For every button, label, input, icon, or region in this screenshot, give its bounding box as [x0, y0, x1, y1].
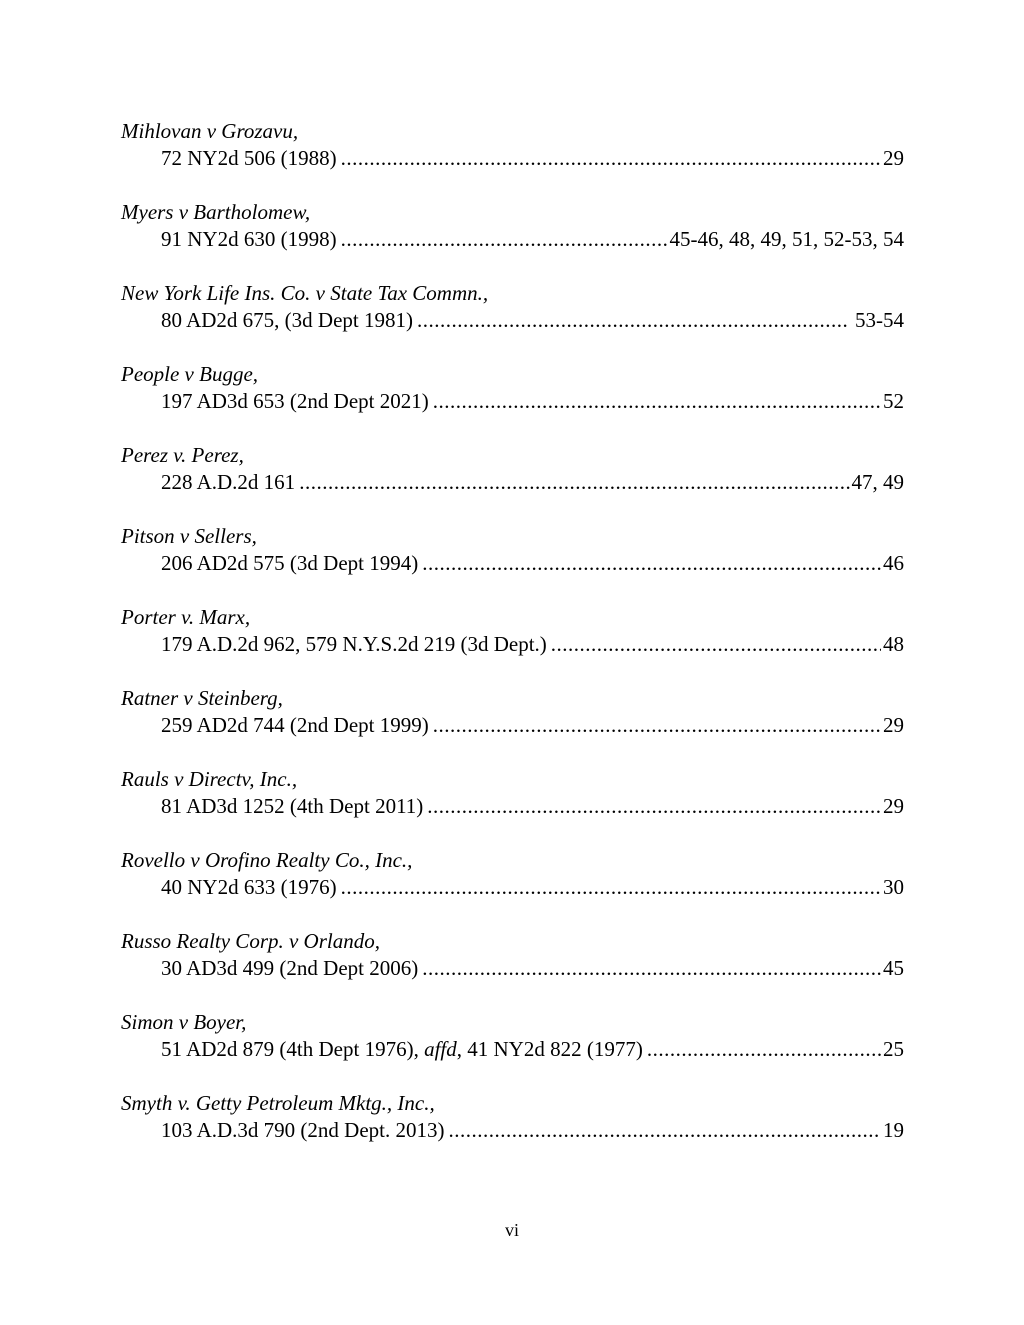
case-name: Myers v Bartholomew,	[121, 200, 311, 224]
authority-entry	[121, 523, 904, 604]
case-name: Rovello v Orofino Realty Co., Inc.,	[121, 848, 413, 872]
dot-leader	[647, 1036, 881, 1063]
citation-text: 81 AD3d 1252 (4th Dept 2011)	[161, 794, 424, 818]
authority-entry	[121, 118, 904, 199]
authority-entry	[121, 604, 904, 685]
page-references: 29	[883, 794, 904, 818]
citation-text-part: , 41 NY2d 822 (1977)	[456, 1037, 643, 1061]
dot-leader	[299, 469, 849, 496]
citation-text: 206 AD2d 575 (3d Dept 1994)	[161, 551, 419, 575]
page-references: 45	[883, 956, 904, 980]
dot-leader	[341, 145, 881, 172]
case-name: Pitson v Sellers,	[121, 524, 257, 548]
citation-text: 40 NY2d 633 (1976)	[161, 875, 337, 899]
citation-text: 103 A.D.3d 790 (2nd Dept. 2013)	[161, 1118, 445, 1142]
page-references: 53-54	[849, 308, 904, 332]
citation-text: 228 A.D.2d 161	[161, 470, 296, 494]
case-name: People v Bugge,	[121, 362, 259, 386]
citation-line	[121, 469, 904, 496]
case-name: Rauls v Directv, Inc.,	[121, 767, 298, 791]
authority-entry	[121, 1009, 904, 1090]
dot-leader	[422, 955, 881, 982]
citation-line	[121, 226, 904, 253]
citation-text	[161, 1036, 647, 1063]
case-name: New York Life Ins. Co. v State Tax Commn.,	[121, 281, 489, 305]
dot-leader	[433, 712, 881, 739]
case-name: Mihlovan v Grozavu,	[121, 119, 299, 143]
citation-text: 72 NY2d 506 (1988)	[161, 146, 337, 170]
page-references: 48	[883, 632, 904, 656]
case-name: Simon v Boyer,	[121, 1010, 247, 1034]
citation-text-part: 51 AD2d 879 (4th Dept 1976),	[161, 1037, 425, 1061]
citation-line	[121, 1117, 904, 1144]
authority-entry	[121, 280, 904, 361]
citation-line	[121, 1036, 904, 1063]
dot-leader	[448, 1117, 881, 1144]
page-references: 52	[883, 389, 904, 413]
citation-line	[121, 712, 904, 739]
citation-text: 91 NY2d 630 (1998)	[161, 227, 337, 251]
page-references: 47, 49	[851, 470, 904, 494]
authority-entry	[121, 685, 904, 766]
citation-line	[121, 955, 904, 982]
page-references: 25	[883, 1037, 904, 1061]
citation-text: 80 AD2d 675, (3d Dept 1981)	[161, 308, 413, 332]
citation-text: 179 A.D.2d 962, 579 N.Y.S.2d 219 (3d Dept.)	[161, 632, 547, 656]
page-number: vi	[504, 1220, 519, 1240]
citation-text: 30 AD3d 499 (2nd Dept 2006)	[161, 956, 419, 980]
case-name: Porter v. Marx,	[121, 605, 251, 629]
citation-line	[121, 874, 904, 901]
case-name: Smyth v. Getty Petroleum Mktg., Inc.,	[121, 1091, 435, 1115]
authority-entry	[121, 199, 904, 280]
page-references: 29	[883, 713, 904, 737]
page-references: 46	[883, 551, 904, 575]
citation-text: 259 AD2d 744 (2nd Dept 1999)	[161, 713, 429, 737]
page-references: 30	[883, 875, 904, 899]
dot-leader	[551, 631, 881, 658]
dot-leader	[422, 550, 881, 577]
case-name: Perez v. Perez,	[121, 443, 244, 467]
authority-entry	[121, 847, 904, 928]
dot-leader	[417, 307, 848, 334]
dot-leader	[427, 793, 881, 820]
citation-line	[121, 631, 904, 658]
authority-entry	[121, 442, 904, 523]
citation-line	[121, 145, 904, 172]
table-of-authorities	[121, 118, 904, 1171]
citation-text: 197 AD3d 653 (2nd Dept 2021)	[161, 389, 429, 413]
page-references: 19	[883, 1118, 904, 1142]
authority-entry	[121, 1090, 904, 1171]
citation-line	[121, 307, 904, 334]
citation-line	[121, 793, 904, 820]
page-references: 45-46, 48, 49, 51, 52-53, 54	[669, 227, 904, 251]
citation-line	[121, 550, 904, 577]
authority-entry	[121, 928, 904, 1009]
case-name: Ratner v Steinberg,	[121, 686, 283, 710]
page-references: 29	[883, 146, 904, 170]
dot-leader	[341, 874, 881, 901]
case-name: Russo Realty Corp. v Orlando,	[121, 929, 380, 953]
dot-leader	[341, 226, 668, 253]
citation-line	[121, 388, 904, 415]
dot-leader	[433, 388, 881, 415]
authority-entry	[121, 766, 904, 847]
authority-entry	[121, 361, 904, 442]
affirmed-signal: affd	[424, 1037, 457, 1061]
